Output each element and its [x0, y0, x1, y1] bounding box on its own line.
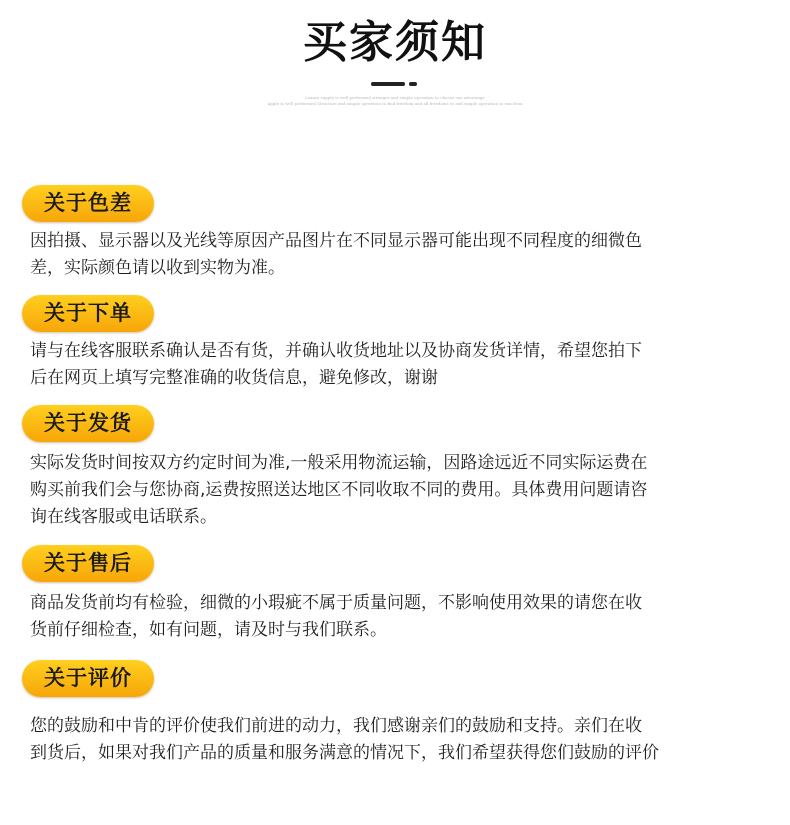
- subtitle-line-2: Apple is well performed Structure and simple operation to find freedom and all freedoms to and simple operation to run from: [267, 101, 523, 106]
- section-badge: [22, 545, 154, 582]
- body-line: 后在网页上填写完整准确的收货信息，避免修改，谢谢: [30, 368, 438, 388]
- body-line: 询在线客服或电话联系。: [30, 507, 217, 527]
- section-heading: 关于发货: [44, 411, 132, 435]
- body-line: 到货后，如果对我们产品的质量和服务满意的情况下，我们希望获得您们鼓励的评价: [30, 743, 659, 763]
- page-header: [0, 0, 790, 110]
- section-badge: [22, 660, 154, 697]
- section-body: [30, 338, 770, 392]
- section-heading: 关于下单: [44, 301, 132, 325]
- section-body: [30, 228, 770, 282]
- section-badge: [22, 405, 154, 442]
- body-line: 您的鼓励和中肯的评价使我们前进的动力，我们感谢亲们的鼓励和支持。亲们在收: [30, 716, 642, 736]
- title-underline-dot: [409, 82, 417, 86]
- body-line: 差，实际颜色请以收到实物为准。: [30, 258, 285, 278]
- body-line: 因拍摄、显示器以及光线等原因产品图片在不同显示器可能出现不同程度的细微色: [30, 231, 642, 251]
- body-line: 实际发货时间按双方约定时间为准,一般采用物流运输，因路途远近不同实际运费在: [30, 453, 648, 473]
- section-heading: 关于评价: [44, 666, 132, 690]
- section-body: [30, 450, 770, 531]
- section-badge: [22, 295, 154, 332]
- title-underline: [371, 82, 405, 86]
- section-badge: [22, 185, 154, 222]
- body-line: 购买前我们会与您协商,运费按照送达地区不同收取不同的费用。具体费用问题请咨: [30, 480, 648, 500]
- body-line: 货前仔细检查，如有问题，请及时与我们联系。: [30, 620, 387, 640]
- section-body: [30, 590, 770, 644]
- body-line: 请与在线客服联系确认是否有货，并确认收货地址以及协商发货详情，希望您拍下: [30, 341, 642, 361]
- body-line: 商品发货前均有检验，细微的小瑕疵不属于质量问题，不影响使用效果的请您在收: [30, 593, 642, 613]
- section-body: [30, 713, 770, 767]
- section-heading: 关于售后: [44, 551, 132, 575]
- section-heading: 关于色差: [44, 191, 132, 215]
- subtitle-line-1: Luxury supply is well performed stronger and simple operation to choose our advantage: [305, 95, 485, 100]
- page-title: 买家须知: [303, 17, 487, 68]
